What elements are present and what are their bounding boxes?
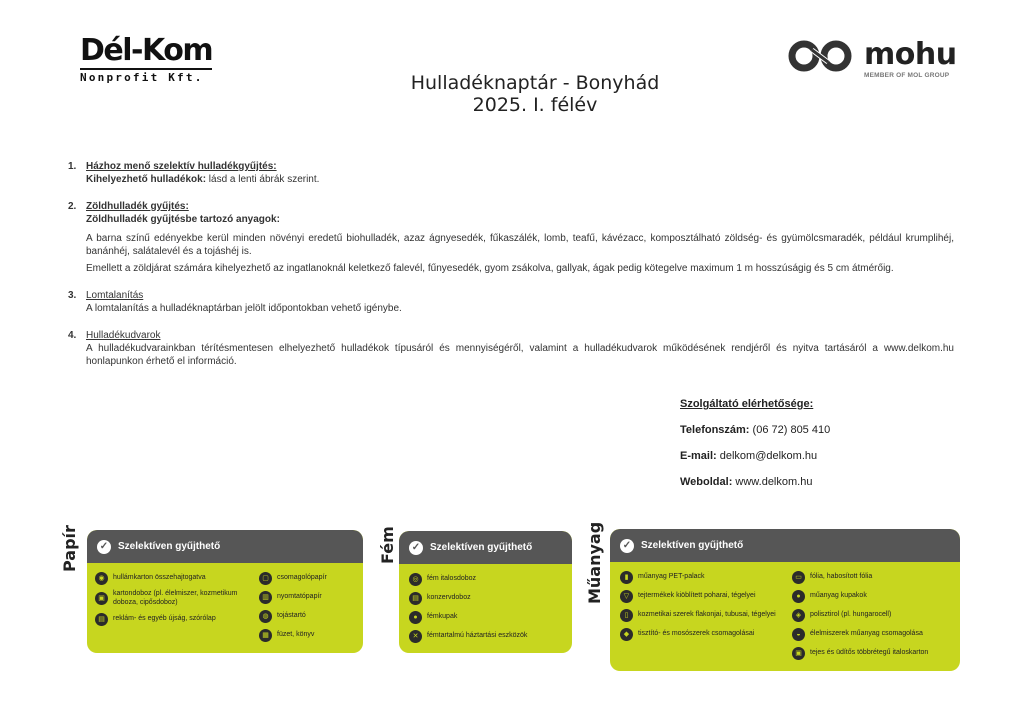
cap-icon: ●: [409, 611, 422, 624]
muanyag-label: Műanyag: [585, 521, 604, 604]
item-label: polisztirol (pl. hungarocell): [810, 610, 892, 618]
mohu-logo-tag: MEMBER OF MOL GROUP: [864, 72, 950, 79]
contact-web: [680, 476, 980, 488]
check-icon: ✓: [620, 539, 634, 553]
item-label: tejtermékek kiöblített poharai, tégelyei: [638, 591, 756, 599]
section-number: 4.: [68, 330, 77, 341]
item-label: élelmiszerek műanyag csomagolása: [810, 629, 923, 637]
check-icon: ✓: [97, 540, 111, 554]
section-paragraph: A hulladékudvarainkban térítésmentesen elhelyezhető hulladékok típusáról és mennyiségéről, valamint a hulladékudvarok működésének rendjéről és nyitva tartásáról a www.delkom.hu honlapunkon érhető el információ.: [86, 343, 954, 367]
card-header-label: Szelektíven gyűjthető: [641, 540, 744, 551]
item-label: fólia, habosított fólia: [810, 572, 873, 580]
list-item: [792, 570, 954, 584]
section-3: [68, 289, 954, 315]
web-value[interactable]: www.delkom.hu: [732, 476, 813, 488]
muanyag-card: [610, 529, 960, 671]
list-item: [259, 609, 359, 623]
section-sub-label: Zöldhulladék gyűjtésbe tartozó anyagok:: [86, 214, 280, 225]
mohu-symbol-icon: [788, 38, 858, 74]
foil-icon: ▭: [792, 571, 805, 584]
list-item: [95, 612, 247, 626]
cup-icon: ▽: [620, 590, 633, 603]
item-label: csomagolópapír: [277, 573, 327, 581]
papir-card: [87, 530, 363, 653]
list-item: [620, 570, 790, 584]
list-item: [259, 571, 359, 585]
items-column: [792, 570, 954, 665]
item-label: műanyag PET-palack: [638, 572, 705, 580]
contact-box: [680, 398, 980, 502]
delkom-logo-sub: Nonprofit Kft.: [80, 68, 212, 84]
info-sections: [68, 160, 954, 378]
plastic-cap-icon: ●: [792, 590, 805, 603]
section-sub-text: lásd a lenti ábrák szerint.: [206, 174, 320, 185]
contact-phone: [680, 424, 980, 436]
card-header: [399, 531, 572, 564]
card-items: [399, 564, 572, 640]
items-column: [95, 571, 247, 631]
list-item: [409, 591, 567, 605]
food-pack-icon: ◒: [792, 628, 805, 641]
section-paragraph: A lomtalanítás a hulladéknaptárban jelölt időpontokban vehető igénybe.: [86, 303, 402, 314]
tube-icon: ▯: [620, 609, 633, 622]
list-item: [620, 627, 790, 641]
delkom-logo-main: Dél-Kom: [80, 33, 213, 68]
section-title: Lomtalanítás: [86, 290, 144, 301]
item-label: hullámkarton összehajtogatva: [113, 573, 206, 581]
list-item: [95, 590, 247, 607]
items-column: [259, 571, 359, 647]
item-label: fémtartalmú háztartási eszközök: [427, 631, 528, 639]
list-item: [95, 571, 247, 585]
box-icon: ▣: [95, 592, 108, 605]
fem-label: Fém: [378, 526, 397, 564]
section-sub-label: Kihelyezhető hulladékok:: [86, 174, 207, 185]
item-label: kartondoboz (pl. élelmiszer, kozmetikum doboza, cipősdoboz): [113, 590, 238, 606]
item-label: füzet, könyv: [277, 630, 315, 638]
polystyrene-icon: ◈: [792, 609, 805, 622]
item-label: tisztító- és mosószerek csomagolásai: [638, 629, 755, 637]
papir-label: Papír: [60, 525, 79, 572]
list-item: [792, 646, 954, 660]
item-label: tejes és üdítős többrétegű italoskarton: [810, 648, 929, 656]
email-value[interactable]: delkom@delkom.hu: [716, 450, 818, 462]
carton-icon: ▣: [792, 647, 805, 660]
list-item: [409, 610, 567, 624]
item-label: kozmetikai szerek flakonjai, tubusai, tégelyei: [638, 610, 776, 618]
list-item: [792, 627, 954, 641]
item-label: konzervdoboz: [427, 593, 471, 601]
page-title: [300, 72, 770, 116]
list-item: [620, 608, 790, 622]
contact-title: Szolgáltató elérhetősége:: [680, 398, 814, 410]
items-column: [409, 572, 567, 648]
title-line-2: 2025. I. félév: [472, 94, 598, 116]
bottle-icon: ▮: [620, 571, 633, 584]
card-header-label: Szelektíven gyűjthető: [430, 542, 533, 553]
item-label: fém italosdoboz: [427, 574, 477, 582]
item-label: tojástartó: [277, 611, 306, 619]
section-1: [68, 160, 954, 186]
section-number: 1.: [68, 161, 77, 172]
card-header: [87, 530, 363, 563]
section-number: 2.: [68, 201, 77, 212]
section-title: Hulladékudvarok: [86, 330, 161, 341]
contact-email: [680, 450, 980, 462]
mohu-logo-text: mohu: [864, 37, 957, 72]
mohu-logo: [788, 38, 958, 82]
phone-label: Telefonszám:: [680, 424, 750, 436]
egg-tray-icon: ◍: [259, 610, 272, 623]
printer-icon: ▥: [259, 591, 272, 604]
list-item: [259, 628, 359, 642]
list-item: [620, 589, 790, 603]
newspaper-icon: ▤: [95, 613, 108, 626]
list-item: [409, 629, 567, 643]
web-label: Weboldal:: [680, 476, 733, 488]
fem-card: [399, 531, 572, 653]
phone-value: (06 72) 805 410: [749, 424, 831, 436]
card-items: [87, 563, 363, 639]
item-label: reklám- és egyéb újság, szórólap: [113, 614, 216, 622]
section-title: Zöldhulladék gyűjtés:: [86, 201, 189, 212]
section-2: [68, 200, 954, 275]
tin-icon: ▤: [409, 592, 422, 605]
email-label: E-mail:: [680, 450, 717, 462]
card-header-label: Szelektíven gyűjthető: [118, 541, 221, 552]
items-column: [620, 570, 790, 646]
roll-icon: ◉: [95, 572, 108, 585]
section-paragraph: Emellett a zöldjárat számára kihelyezhető az ingatlanoknál keletkező falevél, fűnyesedék, gyom zsákolva, gallyak, ágak pedig kötegelve maximum 1 m hosszúságig és 5 cm átmérőig.: [86, 263, 894, 274]
wrap-icon: ▢: [259, 572, 272, 585]
list-item: [259, 590, 359, 604]
can-icon: ◎: [409, 573, 422, 586]
item-label: fémkupak: [427, 612, 458, 620]
list-item: [792, 608, 954, 622]
section-4: [68, 329, 954, 368]
title-line-1: Hulladéknaptár - Bonyhád: [410, 72, 660, 94]
card-header: [610, 529, 960, 562]
card-items: [610, 562, 960, 657]
section-number: 3.: [68, 290, 77, 301]
check-icon: ✓: [409, 541, 423, 555]
delkom-logo: [80, 33, 213, 84]
tools-icon: ✕: [409, 630, 422, 643]
section-title: Házhoz menő szelektív hulladékgyűjtés:: [86, 161, 277, 172]
item-label: műanyag kupakok: [810, 591, 867, 599]
list-item: [792, 589, 954, 603]
list-item: [409, 572, 567, 586]
section-paragraph: A barna színű edényekbe kerül minden növényi eredetű biohulladék, azaz ágnyesedék, fűkaszálék, lomb, teafű, kávézacc, komposztálható zöldség- és gyümölcsmaradék, például krumplihéj, banánhéj, salátalevél és a tojáshéj is.: [86, 233, 954, 257]
item-label: nyomtatópapír: [277, 592, 322, 600]
section-body: [86, 173, 954, 186]
book-icon: ▦: [259, 629, 272, 642]
spray-icon: ◆: [620, 628, 633, 641]
